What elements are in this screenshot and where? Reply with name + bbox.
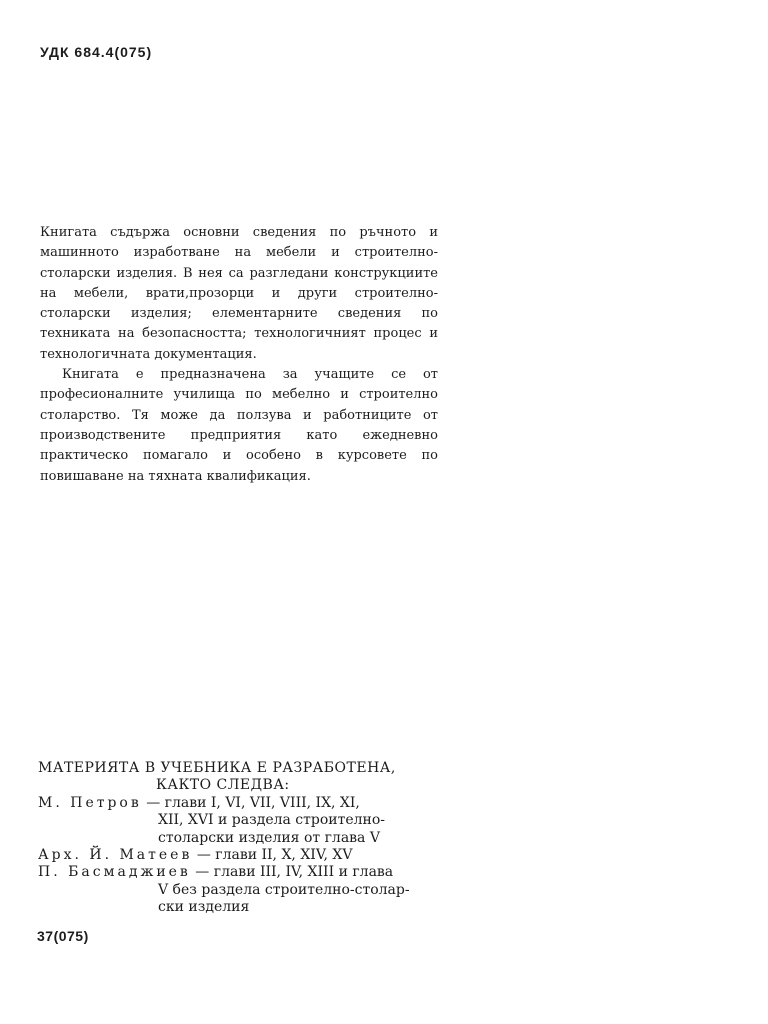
author-chapters: — глави II, X, XIV, XV [196, 847, 353, 864]
author-credit [38, 864, 433, 916]
author-chapters-continued: столарски изделия от глава V [158, 829, 380, 846]
authorship-credits [38, 760, 433, 917]
author-credit [38, 795, 433, 847]
credits-heading-line: КАКТО СЛЕДВА: [156, 777, 290, 794]
abstract-paragraph: Книгата съдържа основни сведения по ръчното и машинното изработване на мебели и строително-столарски изделия. В нея са разгледани конструкциите на мебели, врати,прозорци и други строително-столарски изделия; елементарните сведения по техниката на безопасността; технологичният процес и технологичната документация. [40, 225, 438, 362]
credits-heading-line: МАТЕРИЯТА В УЧЕБНИКА Е РАЗРАБОТЕНА, [38, 760, 396, 776]
book-abstract [40, 223, 438, 487]
author-name: М. Петров [38, 794, 142, 811]
credits-heading [38, 760, 433, 795]
abstract-paragraph: Книгата е предназначена за учащите се от професионалните училища по мебелно и строително столарство. Тя може да ползува и работниците от производствените предприятия като ежедневно практическо помагало и особено в курсовете по повишаване на тяхната квалификация. [40, 367, 438, 484]
author-chapters: — глави III, IV, XIII и глава [195, 864, 394, 881]
udk-classification: УДК 684.4(075) [40, 44, 153, 60]
author-name: Арх. Й. Матеев [38, 847, 193, 864]
author-name: П. Басмаджиев [38, 864, 191, 881]
author-chapters-continued: XII, XVI и раздела строително- [158, 812, 386, 829]
author-chapters-continued: V без раздела строително-столар- [158, 881, 410, 898]
author-credit [38, 847, 433, 864]
author-chapters-continued: ски изделия [158, 899, 250, 916]
author-chapters: — глави I, VI, VII, VIII, IX, XI, [146, 794, 360, 811]
publication-code: 37(075) [37, 928, 89, 944]
